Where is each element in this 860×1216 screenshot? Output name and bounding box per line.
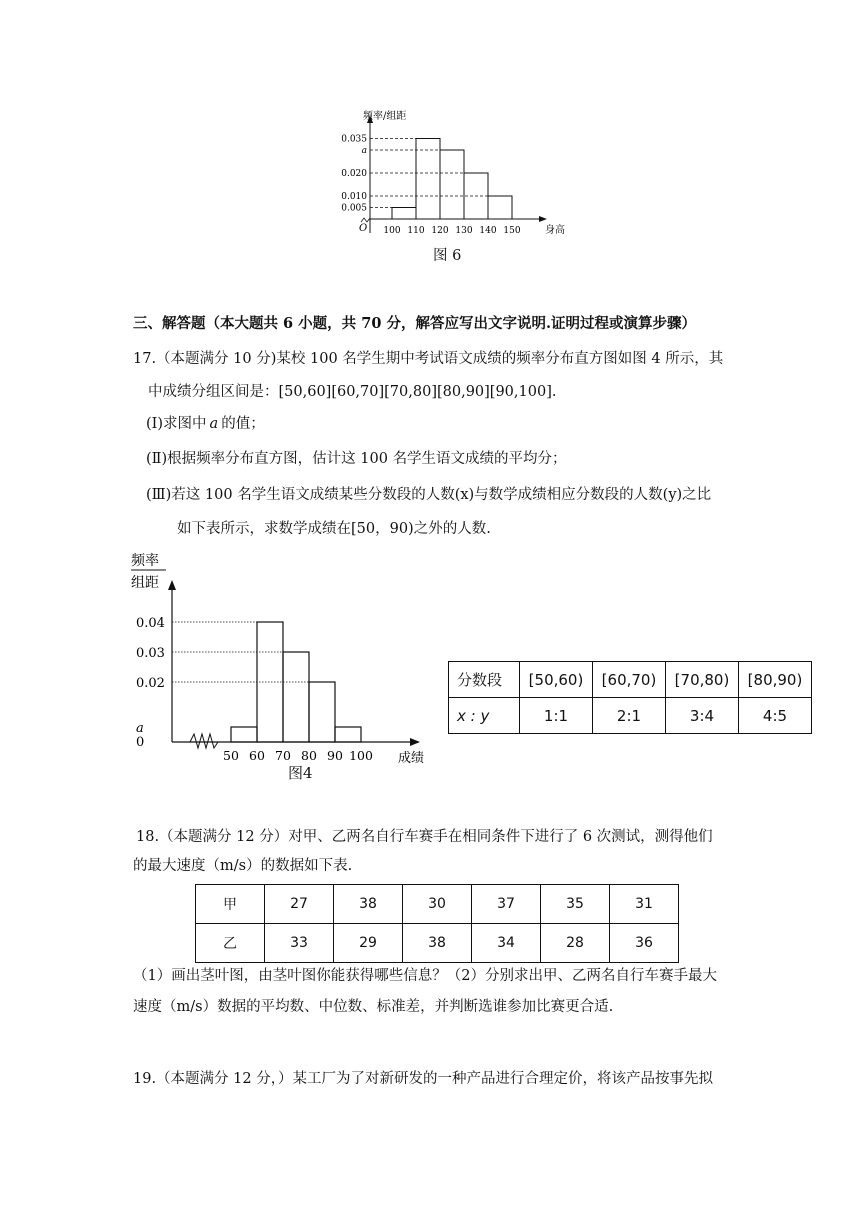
f4-bar	[231, 727, 257, 742]
q17-part3-line2: 如下表所示，求数学成绩在[50，90)之外的人数.	[177, 521, 491, 537]
speed-cell: 38	[334, 885, 403, 924]
f4-x-arrow	[410, 738, 420, 746]
ratio-table	[448, 661, 812, 734]
f6-x-tick: 130	[455, 226, 473, 236]
q17-part3-line1: (Ⅲ)若这 100 名学生语文成绩某些分数段的人数(x)与数学成绩相应分数段的人数(y)之比	[146, 487, 712, 503]
f6-origin: O	[359, 223, 368, 234]
f6-bar	[440, 150, 464, 219]
f4-y-tick: a	[136, 721, 144, 736]
f4-bar	[257, 622, 283, 742]
q18-line4: 速度（m/s）数据的平均数、中位数、标准差，并判断选谁参加比赛更合适.	[133, 999, 614, 1015]
f6-x-tick: 120	[431, 226, 449, 236]
speed-row-yi	[196, 924, 679, 963]
speed-cell: 30	[403, 885, 472, 924]
figure-6-caption: 图 6	[433, 248, 462, 264]
f4-x-tick: 100	[349, 748, 373, 763]
f6-bar	[488, 196, 512, 219]
f4-ylabel-bottom: 组距	[131, 575, 159, 591]
q17-part1	[146, 414, 265, 434]
f6-y-tick: a	[361, 146, 367, 156]
ratio-header-cell: [80,90)	[739, 662, 812, 698]
ratio-header-cell: [60,70)	[593, 662, 666, 698]
f4-bar	[309, 682, 335, 742]
f6-bar	[392, 208, 416, 220]
speed-cell: 37	[472, 885, 541, 924]
q18-line1: 18.（本题满分 12 分）对甲、乙两名自行车赛手在相同条件下进行了 6 次测试，测得他们	[136, 829, 713, 845]
speed-cell: 33	[265, 924, 334, 963]
speed-cell: 36	[610, 924, 679, 963]
speed-cell: 35	[541, 885, 610, 924]
speed-cell: 31	[610, 885, 679, 924]
q18-line3: （1）画出茎叶图，由茎叶图你能获得哪些信息？（2）分别求出甲、乙两名自行车赛手最大	[133, 968, 717, 984]
speed-cell: 34	[472, 924, 541, 963]
ratio-cell: 3:4	[666, 698, 739, 734]
q17-line1: 17.（本题满分 10 分)某校 100 名学生期中考试语文成绩的频率分布直方图如图 4 所示，其	[133, 351, 724, 367]
f4-axis-break	[190, 734, 218, 748]
f6-bar	[416, 139, 440, 220]
f6-x-arrow	[539, 216, 547, 222]
speed-cell: 28	[541, 924, 610, 963]
f6-x-label: 身高	[545, 225, 565, 236]
ratio-header-cell: [70,80)	[666, 662, 739, 698]
f6-x-tick: 110	[407, 226, 425, 236]
f6-x-tick: 140	[479, 226, 497, 236]
f4-ylabel-top: 频率	[131, 553, 159, 569]
f6-y-tick: 0.010	[341, 192, 367, 202]
section-heading: 三、解答题（本大题共 6 小题，共 70 分，解答应写出文字说明.证明过程或演算步骤）	[133, 315, 697, 332]
f4-x-tick: 80	[301, 748, 317, 763]
f4-x-label: 成绩	[398, 751, 425, 766]
f4-x-tick: 60	[249, 748, 265, 763]
speed-row-jia	[196, 885, 679, 924]
ratio-row-label: x : y	[449, 698, 520, 734]
q17-line2: 中成绩分组区间是：[50,60][60,70][70,80][80,90][90,100].	[148, 384, 557, 400]
f6-y-tick: 0.035	[341, 134, 367, 145]
speed-cell: 27	[265, 885, 334, 924]
ratio-header-cell: [50,60)	[520, 662, 593, 698]
q17-part2: (Ⅱ)根据频率分布直方图，估计这 100 名学生语文成绩的平均分；	[146, 451, 567, 467]
speed-cell: 乙	[196, 924, 265, 963]
f6-x-tick: 100	[383, 226, 401, 236]
f4-x-tick: 70	[275, 748, 291, 763]
q17-part1-var: a	[209, 416, 219, 432]
q17-part1-prefix: (Ⅰ)求图中	[146, 416, 207, 432]
f4-x-tick: 90	[327, 748, 343, 763]
q17-part1-suffix: 的值；	[221, 416, 265, 432]
f4-y-tick: 0.02	[136, 676, 165, 691]
speed-table	[195, 884, 679, 963]
f4-bar	[335, 727, 361, 742]
speed-cell: 38	[403, 924, 472, 963]
f4-y-arrow	[168, 580, 176, 590]
ratio-table-row	[449, 698, 812, 734]
q18-line2: 的最大速度（m/s）的数据如下表.	[133, 858, 353, 874]
speed-cell: 甲	[196, 885, 265, 924]
f6-y-label: 频率/组距	[363, 111, 407, 122]
ratio-cell: 2:1	[593, 698, 666, 734]
ratio-table-header	[449, 662, 812, 698]
ratio-cell: 4:5	[739, 698, 812, 734]
speed-cell: 29	[334, 924, 403, 963]
f4-y-tick: 0	[136, 735, 145, 750]
f6-x-tick: 150	[503, 226, 521, 236]
f4-y-tick: 0.04	[136, 616, 165, 631]
f4-y-tick: 0.03	[136, 646, 165, 661]
figure-4-histogram	[128, 548, 438, 788]
q19-line1: 19.（本题满分 12 分，）某工厂为了对新研发的一种产品进行合理定价，将该产品按事先拟	[133, 1071, 713, 1087]
ratio-cell: 1:1	[520, 698, 593, 734]
f4-bar	[283, 652, 309, 742]
f4-x-tick: 50	[223, 748, 239, 763]
f6-axis-break	[361, 218, 370, 222]
f6-y-tick: 0.020	[341, 169, 367, 179]
figure-4-caption: 图4	[288, 764, 313, 782]
f6-y-tick: 0.005	[341, 203, 367, 214]
figure-6-histogram	[325, 105, 565, 240]
ratio-header-cell: 分数段	[449, 662, 520, 698]
